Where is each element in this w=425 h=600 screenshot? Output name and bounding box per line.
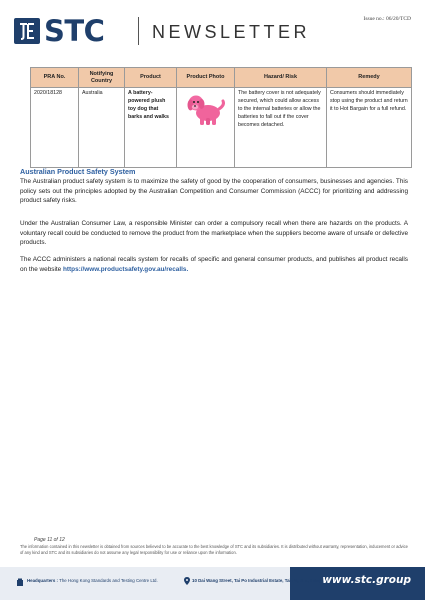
header-pra-no: PRA No. bbox=[31, 68, 79, 88]
header-divider bbox=[138, 17, 139, 45]
cell-country: Australia bbox=[79, 88, 125, 168]
page-footer bbox=[0, 567, 425, 600]
hq-name: The Hong Kong Standards and Testing Centre Ltd. bbox=[59, 578, 158, 583]
cell-pra-no: 2020/18128 bbox=[31, 88, 79, 168]
hq-label: Headquarters : bbox=[27, 578, 58, 583]
header-notifying-country: Notifying Country bbox=[79, 68, 125, 88]
newsletter-title: NEWSLETTER bbox=[152, 22, 311, 42]
page-header bbox=[0, 0, 425, 60]
paragraph-3-text: The ACCC administers a national recalls system for recalls of specific and general consumer products, and publishes all product recalls on the website bbox=[20, 256, 408, 273]
table-row bbox=[31, 88, 412, 168]
header-product: Product bbox=[125, 68, 177, 88]
article-paragraph-1: The Australian product safety system is to maximize the safety of good by the cooperation of consumers, businesses and agencies. This policy sets out the principles adopted by the Australian Competition and Consumer Commission (ACCC) for prioritizing and addressing product safety risks. bbox=[20, 178, 408, 205]
disclaimer: The information contained in this newsletter is obtained from sources believed to be accurate to the best knowledge of STC and its subsidiaries. It is distributed without warranty, representation, inducement or advice of any kind and STC and its subsidiaries do not assume any legal responsibility for use or reliance upon the information. bbox=[20, 544, 408, 556]
cell-product-photo bbox=[177, 88, 235, 168]
location-pin-icon bbox=[184, 577, 190, 585]
page-number: Page 11 of 12 bbox=[34, 537, 65, 543]
cell-remedy: Consumers should immediately stop using the product and return it to Hot Bargain for a full refund. bbox=[327, 88, 412, 168]
issue-number: Issue no.: 06/20/TCD bbox=[363, 16, 411, 22]
header-hazard-risk: Hazard/ Risk bbox=[235, 68, 327, 88]
article-title: Australian Product Safety System bbox=[20, 167, 136, 176]
building-icon bbox=[16, 578, 24, 586]
header-product-photo: Product Photo bbox=[177, 68, 235, 88]
article-paragraph-3 bbox=[20, 255, 408, 274]
article-paragraph-2: Under the Australian Consumer Law, a responsible Minister can order a compulsory recall when there are hazards on the products. A voluntary recall could be conducted to remove the product from the marketplace when the suppliers become aware of unsafe or defective products. bbox=[20, 220, 408, 247]
logo-text: STC bbox=[44, 14, 105, 48]
footer-info-band bbox=[0, 567, 290, 600]
headquarters-info bbox=[27, 578, 158, 583]
recalls-link[interactable]: https://www.productsafety.gov.au/recalls. bbox=[63, 265, 189, 273]
website-link[interactable]: www.stc.group bbox=[322, 574, 411, 586]
cell-hazard: The battery cover is not adequately secured, which could allow access to the internal batteries or allow the batteries to fall out if the cover becomes detached. bbox=[235, 88, 327, 168]
address: 10 Dai Wang Street, Tai Po Industrial Estate, Tai Po, N.T., Hong Kong bbox=[192, 578, 334, 583]
plush-toy-dog-photo bbox=[181, 90, 231, 130]
cell-product: A battery-powered plush toy dog that barks and walks bbox=[125, 88, 177, 168]
stc-logo-icon bbox=[14, 18, 40, 44]
recall-table bbox=[30, 67, 412, 168]
header-remedy: Remedy bbox=[327, 68, 412, 88]
table-header-row bbox=[31, 68, 412, 88]
